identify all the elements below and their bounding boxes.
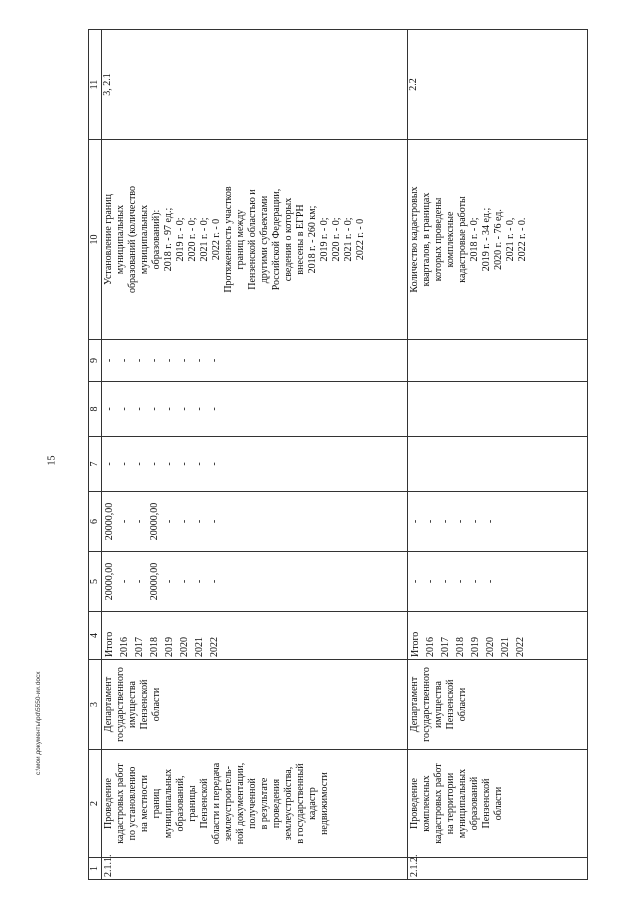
funding-c5-value: 20000,00 (104, 562, 115, 601)
funding-c6-list (102, 492, 222, 551)
funding-c7-value: - (134, 462, 145, 466)
table-row (408, 30, 588, 880)
year-row (177, 612, 192, 659)
funding-c6-value: - (425, 519, 437, 524)
header-col-3: 3 (89, 660, 102, 750)
funding-c8-row (483, 382, 498, 436)
funding-c8-row (102, 382, 117, 436)
funding-c5-list (102, 552, 222, 611)
funding-c8-value: - (209, 407, 220, 411)
funding-c9-value (453, 340, 468, 381)
funding-c9-value (408, 340, 423, 381)
funding-c9-value: - (209, 358, 220, 363)
funding-c5-row (438, 552, 453, 611)
funding-c6-value: - (209, 519, 220, 524)
funding-c7-value (468, 437, 483, 491)
funding-c5-row (468, 552, 483, 611)
funding-c8-row (453, 382, 468, 436)
funding-c5-row (132, 552, 147, 611)
funding-c6-value: - (164, 519, 175, 524)
funding-c9-value (483, 340, 498, 381)
funding-c7-cell (408, 437, 588, 492)
funding-c6-value: - (179, 519, 190, 524)
link: 2.2 (408, 30, 588, 140)
funding-c7-row (513, 437, 528, 491)
funding-c8-list (408, 382, 528, 436)
executor: Департамент государственного имущества Пензенской области (408, 660, 588, 750)
year-value: 2022 (209, 637, 220, 657)
activity-name: Проведение кадастровых работ по установлению на местности границ муниципальных образований, границы Пензенской области и передача землеустроитель- ной документации, полученной в результате проведения землеустройства, в государственный кадастр недвижимости (102, 750, 408, 858)
funding-c8-value: - (149, 407, 160, 411)
funding-c7-row (117, 437, 132, 491)
funding-c7-value (438, 437, 453, 491)
funding-c9-row (408, 340, 423, 381)
year-row (192, 612, 207, 659)
activity-name: Проведение комплексных кадастровых работ на территории муниципальных образований Пензенской области (408, 750, 588, 858)
funding-c6-value: - (485, 519, 497, 524)
funding-c9-value: - (119, 358, 130, 363)
year-value: 2017 (134, 637, 145, 657)
funding-c5-row (207, 552, 222, 611)
year-row (483, 612, 498, 659)
funding-c5-row (423, 552, 438, 611)
funding-c6-row (513, 492, 528, 551)
funding-c7-value (453, 437, 468, 491)
funding-c9-row (162, 340, 177, 381)
year-row (117, 612, 132, 659)
funding-c8-cell (408, 382, 588, 437)
funding-c8-value (438, 382, 453, 436)
funding-c6-value: - (455, 519, 467, 524)
funding-c9-cell (102, 340, 408, 382)
funding-c9-row (513, 340, 528, 381)
header-col-9: 9 (89, 340, 102, 382)
funding-c7-row (483, 437, 498, 491)
year-row (513, 612, 528, 659)
funding-c6-row (192, 492, 207, 551)
funding-c7-cell (102, 437, 408, 492)
table-row (102, 30, 408, 880)
funding-c6-cell (408, 492, 588, 552)
funding-c8-row (498, 382, 513, 436)
funding-c9-cell (408, 340, 588, 382)
indicator: Количество кадастровых кварталов, в границах которых проведены комплексные кадастровые работы 2018 г. - 0; 2019 г. - 34 ед.; 2020 г. - 76 ед. 2021 г. - 0, 2022 г. - 0. (408, 140, 588, 340)
funding-c9-row (498, 340, 513, 381)
funding-c6-row (468, 492, 483, 551)
year-row (162, 612, 177, 659)
year-value: 2019 (164, 637, 175, 657)
funding-c6-value: - (470, 519, 482, 524)
year-row (102, 612, 117, 659)
funding-c8-row (408, 382, 423, 436)
funding-c8-row (468, 382, 483, 436)
funding-c8-row (177, 382, 192, 436)
funding-c7-value: - (104, 462, 115, 466)
funding-c7-row (498, 437, 513, 491)
file-path-footer: c:\мои документы\pd\5550-ии.docx (35, 671, 42, 775)
funding-c6-row (483, 492, 498, 551)
year-value: 2016 (425, 637, 437, 657)
funding-c5-row (483, 552, 498, 611)
years-cell (102, 612, 408, 660)
funding-c7-row (102, 437, 117, 491)
funding-c6-value: 20000,00 (149, 502, 160, 541)
funding-c5-value: - (470, 579, 482, 584)
year-row (207, 612, 222, 659)
funding-c8-value (483, 382, 498, 436)
header-col-2: 2 (89, 750, 102, 858)
funding-c5-value: - (179, 579, 190, 584)
funding-c5-row (147, 552, 162, 611)
year-list (102, 612, 222, 659)
funding-c8-row (438, 382, 453, 436)
funding-c9-row (468, 340, 483, 381)
executor: Департамент государственного имущества Пензенской области (102, 660, 408, 750)
funding-c8-value (408, 382, 423, 436)
funding-c6-value (513, 492, 528, 551)
funding-c7-value (423, 437, 438, 491)
funding-c8-row (132, 382, 147, 436)
funding-c8-value: - (194, 407, 205, 411)
funding-c7-row (207, 437, 222, 491)
year-row (438, 612, 453, 659)
funding-c7-value (408, 437, 423, 491)
year-value: 2021 (500, 637, 512, 657)
funding-c8-value: - (164, 407, 175, 411)
funding-c6-value: - (194, 519, 205, 524)
funding-c6-list (408, 492, 528, 551)
funding-c6-row (498, 492, 513, 551)
funding-c5-row (498, 552, 513, 611)
funding-c8-value (423, 382, 438, 436)
funding-c5-row (453, 552, 468, 611)
funding-c8-value (453, 382, 468, 436)
funding-c9-row (177, 340, 192, 381)
header-col-7: 7 (89, 437, 102, 492)
rotated-table-container (88, 30, 588, 880)
program-activities-table (88, 29, 588, 880)
funding-c6-row (147, 492, 162, 551)
funding-c9-row (207, 340, 222, 381)
year-row (423, 612, 438, 659)
row-number: 2.1.2. (408, 858, 588, 880)
funding-c6-row (162, 492, 177, 551)
funding-c9-row (117, 340, 132, 381)
year-value: 2021 (194, 637, 205, 657)
funding-c5-value (513, 552, 528, 611)
funding-c6-value: - (440, 519, 452, 524)
funding-c7-row (162, 437, 177, 491)
funding-c5-value: - (410, 579, 422, 584)
funding-c8-row (423, 382, 438, 436)
header-col-6: 6 (89, 492, 102, 552)
row-number: 2.1.1. (102, 858, 408, 880)
link: 3, 2.1 (102, 30, 408, 140)
funding-c8-row (513, 382, 528, 436)
funding-c5-row (117, 552, 132, 611)
funding-c9-value: - (149, 358, 160, 363)
funding-c6-row (102, 492, 117, 551)
year-value: 2018 (149, 637, 160, 657)
funding-c7-row (468, 437, 483, 491)
funding-c7-row (177, 437, 192, 491)
funding-c7-value (483, 437, 498, 491)
year-row (468, 612, 483, 659)
funding-c8-value (498, 382, 513, 436)
funding-c7-list (408, 437, 528, 491)
funding-c6-value: - (134, 519, 145, 524)
funding-c5-row (192, 552, 207, 611)
funding-c9-value (513, 340, 528, 381)
funding-c5-row (177, 552, 192, 611)
funding-c9-row (453, 340, 468, 381)
funding-c5-value: - (119, 579, 130, 584)
funding-c7-value: - (209, 462, 220, 466)
funding-c5-value: - (485, 579, 497, 584)
funding-c8-value (468, 382, 483, 436)
funding-c7-list (102, 437, 222, 491)
funding-c8-value: - (104, 407, 115, 411)
indicator: Установление границ муниципальных образований (количество муниципальных образований): 2018 г. - 97 ед.; 2019 г. - 0; 2020 г. - 0; 2021 г. - 0; 2022 г. - 0 Протяженность участков границ между Пензенской областью и другими субъектами Российской Федерации, сведения о которых внесены в ЕГРН 2018 г. - 260 км; 2019 г. - 0; 2020 г. - 0; 2021 г. - 0; 2022 г. - 0 (102, 140, 408, 340)
funding-c5-value: - (209, 579, 220, 584)
funding-c7-value: - (149, 462, 160, 466)
funding-c7-row (423, 437, 438, 491)
funding-c5-list (408, 552, 528, 611)
funding-c5-value: - (425, 579, 437, 584)
funding-c8-row (117, 382, 132, 436)
funding-c6-row (408, 492, 423, 551)
header-col-4: 4 (89, 612, 102, 660)
funding-c5-row (102, 552, 117, 611)
funding-c9-row (132, 340, 147, 381)
funding-c7-row (438, 437, 453, 491)
funding-c7-row (408, 437, 423, 491)
year-list (408, 612, 528, 659)
year-value: 2022 (515, 637, 527, 657)
funding-c8-cell (102, 382, 408, 437)
funding-c5-value: - (440, 579, 452, 584)
funding-c6-row (132, 492, 147, 551)
funding-c8-value: - (119, 407, 130, 411)
funding-c5-row (513, 552, 528, 611)
funding-c8-row (207, 382, 222, 436)
funding-c9-list (408, 340, 528, 381)
funding-c5-value: - (194, 579, 205, 584)
funding-c5-value: 20000,00 (149, 562, 160, 601)
years-cell (408, 612, 588, 660)
funding-c6-row (117, 492, 132, 551)
funding-c7-row (192, 437, 207, 491)
funding-c5-cell (408, 552, 588, 612)
funding-c7-value (513, 437, 528, 491)
year-value: 2018 (455, 637, 467, 657)
funding-c9-value (498, 340, 513, 381)
funding-c9-value (468, 340, 483, 381)
funding-c6-row (423, 492, 438, 551)
funding-c5-value: - (164, 579, 175, 584)
header-col-11: 11 (89, 30, 102, 140)
funding-c9-row (483, 340, 498, 381)
funding-c5-value: - (455, 579, 467, 584)
funding-c9-value (423, 340, 438, 381)
funding-c7-row (132, 437, 147, 491)
funding-c8-value: - (134, 407, 145, 411)
funding-c8-row (147, 382, 162, 436)
funding-c9-row (423, 340, 438, 381)
year-row (498, 612, 513, 659)
funding-c8-row (162, 382, 177, 436)
funding-c5-value (498, 552, 513, 611)
funding-c9-value (438, 340, 453, 381)
funding-c9-value: - (179, 358, 190, 363)
funding-c9-value: - (194, 358, 205, 363)
funding-c8-value: - (179, 407, 190, 411)
funding-c5-row (162, 552, 177, 611)
funding-c5-value: - (134, 579, 145, 584)
funding-c6-value: 20000,00 (104, 502, 115, 541)
year-value: Итого (410, 631, 422, 657)
year-row (408, 612, 423, 659)
funding-c5-cell (102, 552, 408, 612)
funding-c7-row (453, 437, 468, 491)
funding-c6-row (207, 492, 222, 551)
funding-c7-value: - (179, 462, 190, 466)
funding-c8-list (102, 382, 222, 436)
header-col-5: 5 (89, 552, 102, 612)
funding-c6-value: - (119, 519, 130, 524)
funding-c7-value: - (119, 462, 130, 466)
funding-c5-row (408, 552, 423, 611)
funding-c7-value: - (164, 462, 175, 466)
year-value: 2019 (470, 637, 482, 657)
page-number: 15 (46, 455, 58, 466)
funding-c9-row (192, 340, 207, 381)
header-col-8: 8 (89, 382, 102, 437)
header-row (89, 30, 102, 880)
year-row (132, 612, 147, 659)
header-col-1: 1 (89, 858, 102, 880)
funding-c8-row (192, 382, 207, 436)
year-value: Итого (104, 631, 115, 657)
funding-c7-value (498, 437, 513, 491)
funding-c6-row (177, 492, 192, 551)
year-row (147, 612, 162, 659)
header-col-10: 10 (89, 140, 102, 340)
funding-c8-value (513, 382, 528, 436)
funding-c6-value: - (410, 519, 422, 524)
funding-c6-value (498, 492, 513, 551)
funding-c6-row (453, 492, 468, 551)
year-value: 2020 (179, 637, 190, 657)
funding-c9-row (147, 340, 162, 381)
year-row (453, 612, 468, 659)
funding-c9-value: - (164, 358, 175, 363)
year-value: 2016 (119, 637, 130, 657)
funding-c9-row (102, 340, 117, 381)
funding-c7-value: - (194, 462, 205, 466)
funding-c9-value: - (134, 358, 145, 363)
funding-c6-cell (102, 492, 408, 552)
funding-c9-row (438, 340, 453, 381)
funding-c7-row (147, 437, 162, 491)
funding-c9-value: - (104, 358, 115, 363)
year-value: 2017 (440, 637, 452, 657)
funding-c6-row (438, 492, 453, 551)
year-value: 2020 (485, 637, 497, 657)
funding-c9-list (102, 340, 222, 381)
